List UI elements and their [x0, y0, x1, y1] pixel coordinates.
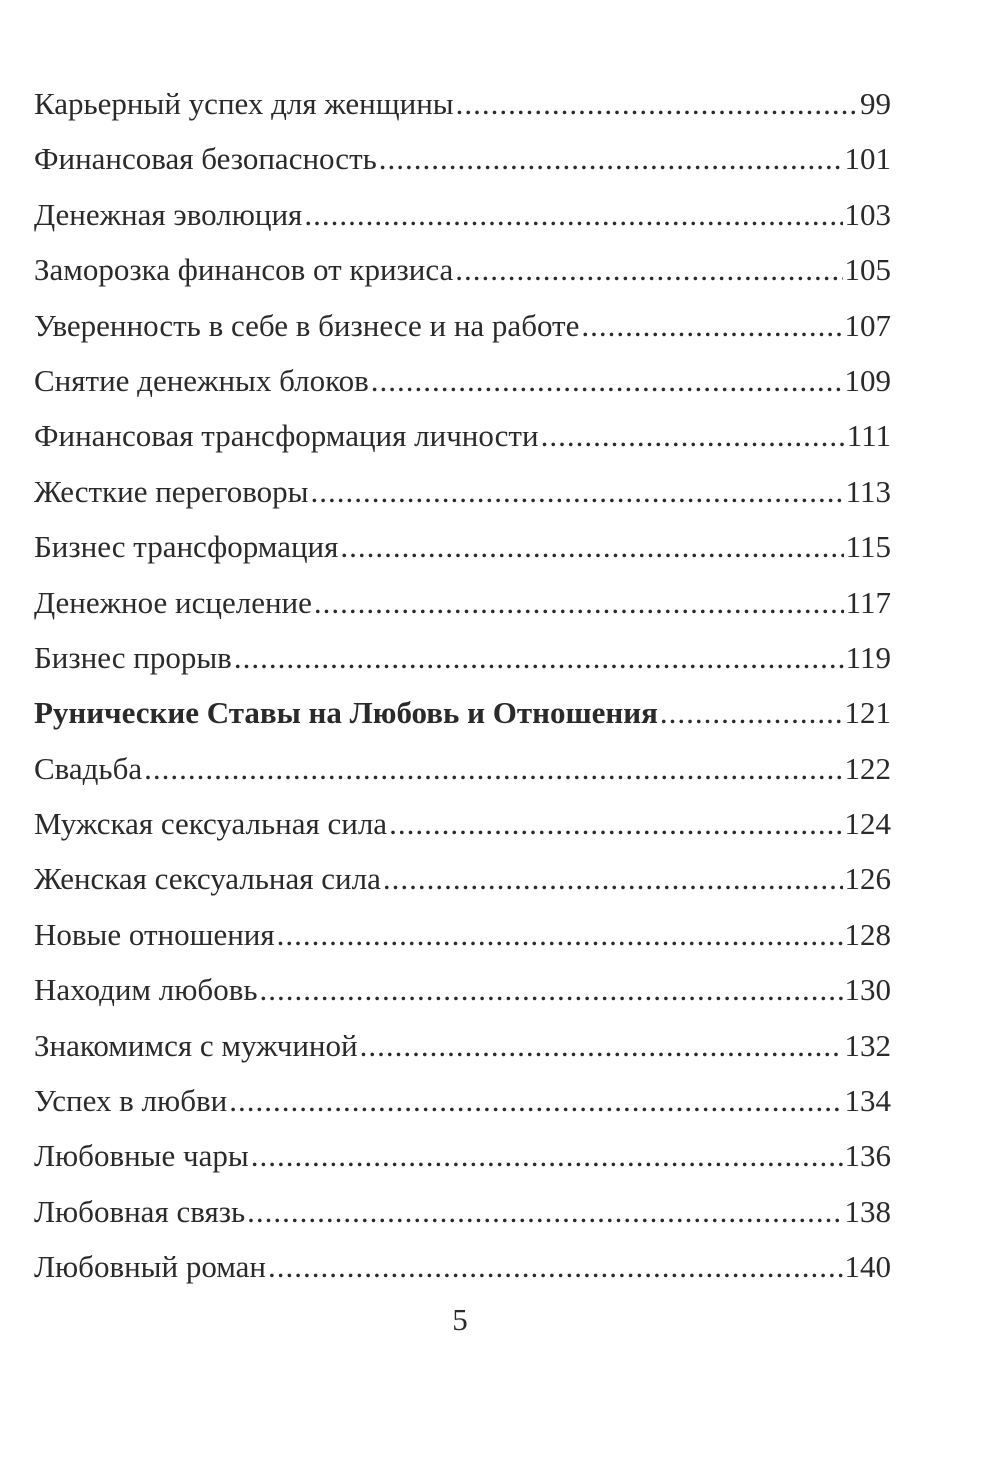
toc-entry-title: Карьерный успех для женщины	[34, 86, 454, 121]
toc-dot-leader	[304, 187, 842, 242]
toc-dot-leader	[541, 408, 845, 463]
toc-entry-page: 136	[844, 1138, 891, 1174]
toc-entry-title: Любовная связь	[34, 1193, 246, 1229]
toc-entry[interactable]	[34, 630, 891, 685]
toc-entry[interactable]	[34, 1018, 891, 1073]
toc-entry-page: 101	[844, 141, 891, 177]
toc-dot-leader	[340, 519, 843, 574]
toc-entry-page: 140	[844, 1249, 891, 1285]
toc-entry-page: 111	[846, 418, 891, 454]
toc-dot-leader	[389, 796, 842, 851]
toc-entry-title: Денежная эволюция	[34, 196, 303, 232]
toc-entry-title: Новые отношения	[34, 916, 275, 952]
toc-dot-leader	[379, 131, 843, 186]
toc-entry-title: Заморозка финансов от кризиса	[34, 252, 454, 288]
toc-dot-leader	[360, 1018, 843, 1073]
toc-entry-page: 126	[844, 861, 891, 897]
toc-entry[interactable]	[34, 796, 891, 851]
toc-dot-leader	[247, 1184, 842, 1239]
toc-dot-leader	[660, 685, 843, 740]
toc-entry[interactable]	[34, 907, 891, 962]
toc-entry[interactable]	[34, 187, 891, 242]
toc-entry-page: 134	[844, 1083, 891, 1119]
toc-dot-leader	[259, 962, 842, 1017]
toc-dot-leader	[383, 851, 843, 906]
toc-entry-page: 99	[860, 86, 891, 121]
toc-entry-title: Женская сексуальная сила	[34, 861, 381, 897]
toc-entry-title: Находим любовь	[34, 972, 258, 1008]
toc-entry[interactable]	[34, 76, 891, 131]
toc-entry-page: 103	[844, 196, 891, 232]
toc-entry[interactable]	[34, 353, 891, 408]
toc-dot-leader	[251, 1128, 843, 1183]
toc-entry[interactable]	[34, 741, 891, 796]
toc-entry-page: 105	[844, 252, 891, 288]
toc-dot-leader	[314, 575, 844, 630]
toc-entry-page: 130	[844, 972, 891, 1008]
toc-entry-page: 109	[844, 362, 891, 398]
toc-section-title: Рунические Ставы на Любовь и Отношения	[34, 695, 658, 731]
toc-entry[interactable]	[34, 298, 891, 353]
toc-dot-leader	[311, 464, 844, 519]
toc-entry-title: Бизнес трансформация	[34, 529, 339, 565]
toc-entry[interactable]	[34, 464, 891, 519]
toc-dot-leader	[229, 1073, 842, 1128]
toc-entry[interactable]	[34, 1128, 891, 1183]
page-number: 5	[452, 1302, 468, 1337]
toc-entry-page: 107	[844, 307, 891, 343]
toc-entry-title: Денежное исцеление	[34, 584, 312, 620]
toc-entry-title: Уверенность в себе в бизнесе и на работе	[34, 307, 580, 343]
toc-entry[interactable]	[34, 242, 891, 297]
toc-entry[interactable]	[34, 1239, 891, 1294]
toc-entry-page: 113	[845, 473, 891, 509]
table-of-contents	[34, 76, 891, 1295]
toc-entry-page: 138	[844, 1193, 891, 1229]
toc-entry-title: Снятие денежных блоков	[34, 362, 369, 398]
toc-entry-page: 117	[845, 584, 891, 620]
toc-dot-leader	[277, 907, 843, 962]
toc-section-heading[interactable]	[34, 685, 891, 740]
toc-entry[interactable]	[34, 408, 891, 463]
toc-entry-page: 128	[844, 916, 891, 952]
toc-entry[interactable]	[34, 519, 891, 574]
toc-dot-leader	[456, 76, 858, 131]
toc-entry-page: 124	[844, 806, 891, 842]
toc-entry-title: Жесткие переговоры	[34, 473, 309, 509]
toc-entry[interactable]	[34, 1184, 891, 1239]
toc-entry-title: Финансовая безопасность	[34, 141, 377, 177]
toc-dot-leader	[144, 741, 842, 796]
toc-dot-leader	[268, 1239, 842, 1294]
toc-entry[interactable]	[34, 575, 891, 630]
toc-entry[interactable]	[34, 851, 891, 906]
toc-entry-title: Любовный роман	[34, 1249, 267, 1285]
toc-entry-page: 121	[844, 695, 891, 731]
toc-entry-title: Успех в любви	[34, 1083, 228, 1119]
toc-entry-page: 122	[844, 750, 891, 786]
toc-entry-title: Свадьба	[34, 750, 143, 786]
toc-entry-page: 115	[845, 529, 891, 565]
toc-entry[interactable]	[34, 131, 891, 186]
toc-entry-title: Знакомимся с мужчиной	[34, 1027, 358, 1063]
toc-entry-page: 132	[844, 1027, 891, 1063]
toc-entry-title: Любовные чары	[34, 1138, 249, 1174]
toc-dot-leader	[455, 242, 842, 297]
toc-entry[interactable]	[34, 1073, 891, 1128]
toc-dot-leader	[371, 353, 843, 408]
toc-entry-page: 119	[845, 639, 891, 675]
toc-dot-leader	[234, 630, 844, 685]
toc-entry[interactable]	[34, 962, 891, 1017]
toc-dot-leader	[581, 298, 842, 353]
toc-entry-title: Бизнес прорыв	[34, 639, 232, 675]
toc-entry-title: Мужская сексуальная сила	[34, 806, 388, 842]
toc-entry-title: Финансовая трансформация личности	[34, 418, 539, 454]
